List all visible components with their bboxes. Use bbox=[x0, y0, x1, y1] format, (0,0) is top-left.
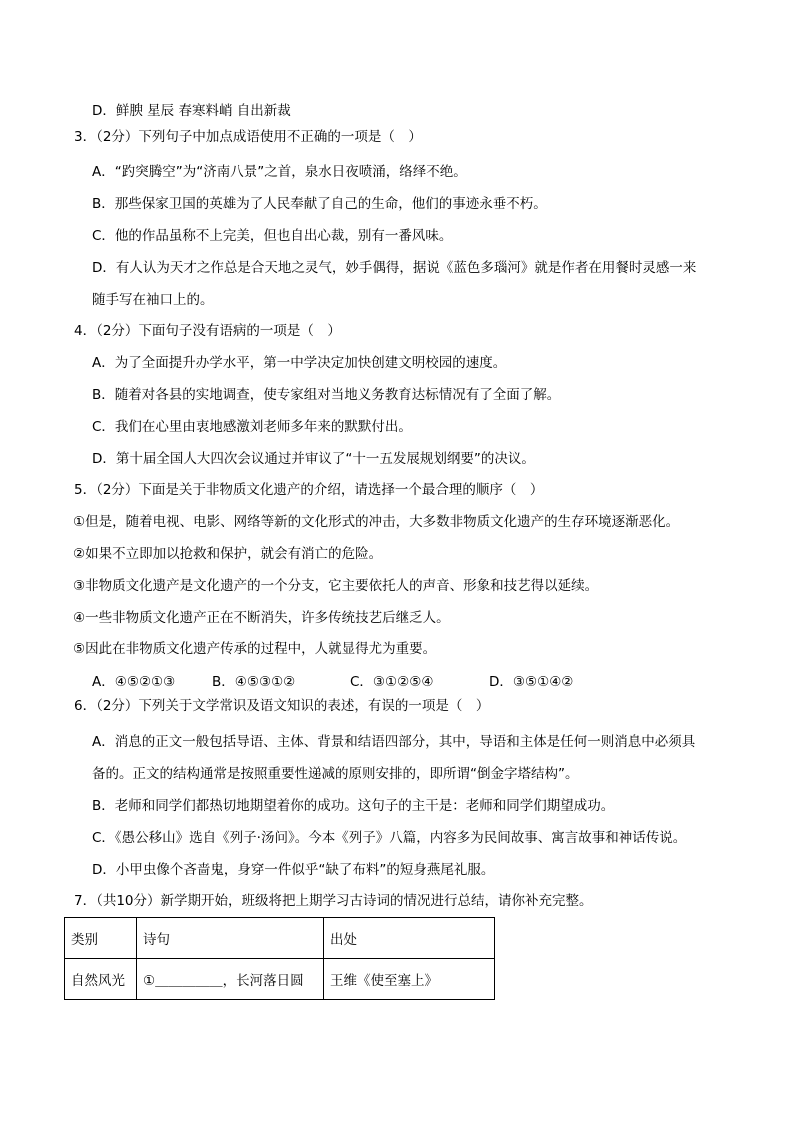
q6-option-a: A．消息的正文一般包括导语、主体、背景和结语四部分，其中，导语和主体是任何一则消息中必须具 bbox=[92, 734, 696, 750]
q4-option-a: A．为了全面提升办学水平，第一中学决定加快创建文明校园的速度。 bbox=[92, 355, 507, 371]
q2-option-d: D．鲜腴 星辰 春寒料峭 自出新裁 bbox=[92, 103, 291, 119]
table-header-row bbox=[65, 918, 495, 959]
cell-source: 王维《使至塞上》 bbox=[324, 959, 495, 1000]
q5-option-a: A．④⑤②①③ bbox=[92, 674, 176, 690]
cell-category: 自然风光 bbox=[65, 959, 137, 1000]
q6-option-c: C．《愚公移山》选自《列子·汤问》。今本《列子》八篇，内容多为民间故事、寓言故事和神话传说。 bbox=[92, 830, 687, 846]
q5-option-b: B．④⑤③①② bbox=[212, 674, 296, 690]
table-row bbox=[65, 959, 495, 1000]
q5-option-d: D．③⑤①④② bbox=[489, 674, 574, 690]
header-verse: 诗句 bbox=[137, 918, 324, 959]
q5-sentence-2: ②如果不立即加以抢救和保护，就会有消亡的危险。 bbox=[73, 546, 383, 562]
cell-verse-blank[interactable]: ①＿＿＿＿＿，长河落日圆 bbox=[137, 959, 324, 1000]
question-6: 6．（2分）下列关于文学常识及语文知识的表述，有误的一项是（ ） bbox=[74, 698, 490, 714]
poem-summary-table bbox=[64, 917, 495, 1000]
header-category: 类别 bbox=[65, 918, 137, 959]
question-7: 7．（共10分）新学期开始，班级将把上期学习古诗词的情况进行总结，请你补充完整。 bbox=[74, 893, 593, 909]
q4-option-d: D．第十届全国人大四次会议通过并审议了“十一五发展规划纲要”的决议。 bbox=[92, 451, 535, 467]
q6-option-d: D．小甲虫像个吝啬鬼，身穿一件似乎“缺了布料”的短身燕尾礼服。 bbox=[92, 862, 495, 878]
q3-option-b: B．那些保家卫国的英雄为了人民奉献了自己的生命，他们的事迹永垂不朽。 bbox=[92, 196, 547, 212]
q5-sentence-1: ①但是，随着电视、电影、网络等新的文化形式的冲击，大多数非物质文化遗产的生存环境逐渐恶化。 bbox=[73, 514, 680, 530]
q4-option-b: B．随着对各县的实地调查，使专家组对当地义务教育达标情况有了全面了解。 bbox=[92, 387, 561, 403]
header-source: 出处 bbox=[324, 918, 495, 959]
q6-option-b: B．老师和同学们都热切地期望着你的成功。这句子的主干是：老师和同学们期望成功。 bbox=[92, 798, 615, 814]
q5-option-c: C．③①②⑤④ bbox=[350, 674, 434, 690]
q5-sentence-4: ④一些非物质文化遗产正在不断消失，许多传统技艺后继乏人。 bbox=[73, 610, 450, 626]
q6-option-a-cont: 备的。正文的结构通常是按照重要性递减的原则安排的，即所谓“倒金字塔结构”。 bbox=[92, 766, 579, 782]
q3-option-d: D．有人认为天才之作总是合天地之灵气，妙手偶得，据说《蓝色多瑙河》就是作者在用餐时灵感一来 bbox=[92, 260, 697, 276]
q4-option-c: C．我们在心里由衷地感激刘老师多年来的默默付出。 bbox=[92, 419, 412, 435]
question-3: 3．（2分）下列句子中加点成语使用不正确的一项是（ ） bbox=[74, 129, 422, 145]
q3-option-a: A．“趵突腾空”为“济南八景”之首，泉水日夜喷涌，络绎不绝。 bbox=[92, 164, 467, 180]
q5-sentence-3: ③非物质文化遗产是文化遗产的一个分支，它主要依托人的声音、形象和技艺得以延续。 bbox=[73, 578, 599, 594]
question-4: 4．（2分）下面句子没有语病的一项是（ ） bbox=[74, 323, 341, 339]
question-5: 5．（2分）下面是关于非物质文化遗产的介绍，请选择一个最合理的顺序（ ） bbox=[74, 482, 544, 498]
q3-option-c: C．他的作品虽称不上完美，但也自出心裁，别有一番风味。 bbox=[92, 228, 453, 244]
q5-sentence-5: ⑤因此在非物质文化遗产传承的过程中，人就显得尤为重要。 bbox=[73, 641, 437, 657]
q3-option-d-cont: 随手写在袖口上的。 bbox=[92, 292, 214, 308]
